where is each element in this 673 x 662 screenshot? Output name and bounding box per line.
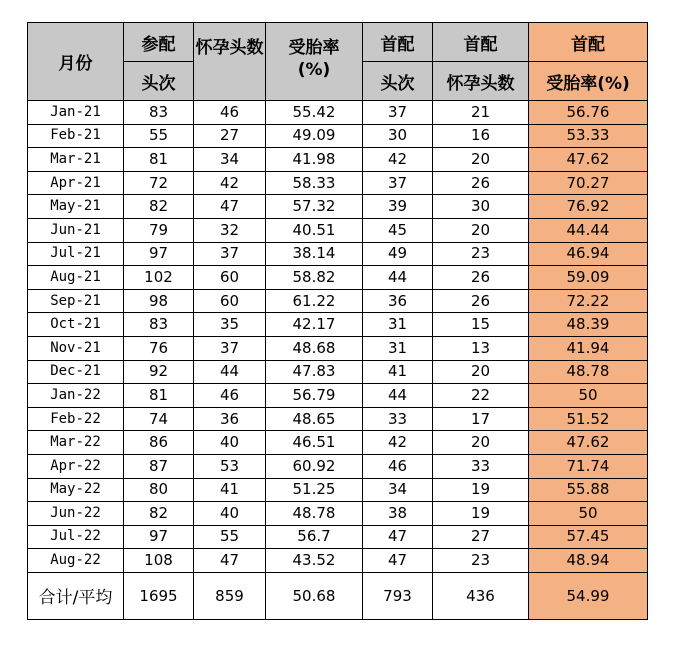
- cell-first-mating: 33: [363, 407, 433, 431]
- cell-first-mating: 44: [363, 266, 433, 290]
- cell-month: Oct-21: [28, 313, 124, 337]
- header-mating-top: 参配: [124, 23, 194, 62]
- cell-month: Jan-21: [28, 101, 124, 125]
- cell-first-conception-rate: 48.78: [529, 360, 648, 384]
- cell-mating: 72: [124, 171, 194, 195]
- table-row: [28, 478, 648, 502]
- cell-preg-count: 35: [194, 313, 266, 337]
- header-first-rate-top: 首配: [529, 23, 648, 62]
- cell-preg-count: 44: [194, 360, 266, 384]
- cell-first-preg-count: 16: [433, 124, 529, 148]
- cell-month: Jun-22: [28, 502, 124, 526]
- cell-mating: 97: [124, 242, 194, 266]
- cell-first-conception-rate: 47.62: [529, 148, 648, 172]
- cell-first-mating: 42: [363, 148, 433, 172]
- cell-first-conception-rate: 72.22: [529, 289, 648, 313]
- cell-first-preg-count: 20: [433, 218, 529, 242]
- table-row: [28, 407, 648, 431]
- cell-mating: 80: [124, 478, 194, 502]
- cell-first-conception-rate: 48.94: [529, 549, 648, 573]
- table-row: [28, 336, 648, 360]
- header-first-preg-top: 首配: [433, 23, 529, 62]
- cell-first-preg-count: 23: [433, 549, 529, 573]
- cell-first-mating: 31: [363, 313, 433, 337]
- cell-mating: 79: [124, 218, 194, 242]
- cell-month: Feb-22: [28, 407, 124, 431]
- cell-conception-rate: 60.92: [266, 454, 363, 478]
- cell-conception-rate: 49.09: [266, 124, 363, 148]
- table-row: [28, 171, 648, 195]
- total-first-preg: 436: [433, 572, 529, 619]
- cell-first-mating: 34: [363, 478, 433, 502]
- header-month: 月份: [28, 23, 124, 101]
- cell-preg-count: 47: [194, 549, 266, 573]
- header-first-top: 首配: [363, 23, 433, 62]
- cell-preg-count: 36: [194, 407, 266, 431]
- cell-mating: 87: [124, 454, 194, 478]
- cell-mating: 76: [124, 336, 194, 360]
- table-row: [28, 148, 648, 172]
- table-row: [28, 360, 648, 384]
- cell-first-conception-rate: 56.76: [529, 101, 648, 125]
- cell-first-mating: 47: [363, 525, 433, 549]
- table-row: [28, 313, 648, 337]
- cell-conception-rate: 43.52: [266, 549, 363, 573]
- cell-first-conception-rate: 76.92: [529, 195, 648, 219]
- cell-preg-count: 37: [194, 336, 266, 360]
- cell-preg-count: 60: [194, 289, 266, 313]
- cell-mating: 55: [124, 124, 194, 148]
- cell-preg-count: 40: [194, 502, 266, 526]
- table-row: [28, 431, 648, 455]
- cell-first-mating: 31: [363, 336, 433, 360]
- cell-first-preg-count: 26: [433, 171, 529, 195]
- cell-conception-rate: 57.32: [266, 195, 363, 219]
- cell-month: Nov-21: [28, 336, 124, 360]
- cell-first-mating: 36: [363, 289, 433, 313]
- total-label: 合计/平均: [28, 572, 124, 619]
- header-preg-count-text: 怀孕头数: [195, 38, 264, 58]
- cell-conception-rate: 46.51: [266, 431, 363, 455]
- total-rate: 50.68: [266, 572, 363, 619]
- cell-month: May-21: [28, 195, 124, 219]
- total-mating: 1695: [124, 572, 194, 619]
- cell-preg-count: 46: [194, 101, 266, 125]
- cell-preg-count: 60: [194, 266, 266, 290]
- cell-conception-rate: 41.98: [266, 148, 363, 172]
- total-preg: 859: [194, 572, 266, 619]
- header-mating-bottom: 头次: [124, 62, 194, 101]
- cell-first-preg-count: 30: [433, 195, 529, 219]
- cell-mating: 102: [124, 266, 194, 290]
- table-row: [28, 124, 648, 148]
- cell-conception-rate: 58.82: [266, 266, 363, 290]
- cell-first-preg-count: 27: [433, 525, 529, 549]
- cell-first-preg-count: 23: [433, 242, 529, 266]
- table-footer: [28, 572, 648, 619]
- cell-conception-rate: 38.14: [266, 242, 363, 266]
- cell-month: Aug-22: [28, 549, 124, 573]
- cell-conception-rate: 47.83: [266, 360, 363, 384]
- cell-month: Mar-22: [28, 431, 124, 455]
- cell-month: Mar-21: [28, 148, 124, 172]
- cell-first-preg-count: 19: [433, 478, 529, 502]
- cell-preg-count: 46: [194, 384, 266, 408]
- cell-first-mating: 38: [363, 502, 433, 526]
- cell-mating: 82: [124, 502, 194, 526]
- cell-conception-rate: 55.42: [266, 101, 363, 125]
- cell-first-mating: 37: [363, 171, 433, 195]
- cell-preg-count: 32: [194, 218, 266, 242]
- cell-first-preg-count: 15: [433, 313, 529, 337]
- cell-conception-rate: 48.78: [266, 502, 363, 526]
- cell-first-mating: 37: [363, 101, 433, 125]
- cell-first-mating: 47: [363, 549, 433, 573]
- total-first-rate: 54.99: [529, 572, 648, 619]
- cell-first-conception-rate: 51.52: [529, 407, 648, 431]
- cell-mating: 98: [124, 289, 194, 313]
- table-row: [28, 502, 648, 526]
- cell-conception-rate: 56.7: [266, 525, 363, 549]
- table-row: [28, 101, 648, 125]
- table-row: [28, 384, 648, 408]
- table-row: [28, 218, 648, 242]
- table-row: [28, 266, 648, 290]
- cell-mating: 81: [124, 384, 194, 408]
- table-row: [28, 525, 648, 549]
- table-row: [28, 289, 648, 313]
- cell-conception-rate: 51.25: [266, 478, 363, 502]
- cell-first-preg-count: 20: [433, 148, 529, 172]
- cell-first-conception-rate: 46.94: [529, 242, 648, 266]
- cell-first-preg-count: 33: [433, 454, 529, 478]
- cell-conception-rate: 48.68: [266, 336, 363, 360]
- cell-preg-count: 47: [194, 195, 266, 219]
- cell-first-conception-rate: 59.09: [529, 266, 648, 290]
- cell-month: Dec-21: [28, 360, 124, 384]
- cell-month: Sep-21: [28, 289, 124, 313]
- cell-conception-rate: 56.79: [266, 384, 363, 408]
- cell-conception-rate: 42.17: [266, 313, 363, 337]
- cell-preg-count: 37: [194, 242, 266, 266]
- cell-month: Jun-21: [28, 218, 124, 242]
- cell-mating: 86: [124, 431, 194, 455]
- total-row: [28, 572, 648, 619]
- cell-first-mating: 41: [363, 360, 433, 384]
- cell-first-preg-count: 13: [433, 336, 529, 360]
- total-first: 793: [363, 572, 433, 619]
- cell-mating: 74: [124, 407, 194, 431]
- cell-preg-count: 42: [194, 171, 266, 195]
- cell-first-preg-count: 19: [433, 502, 529, 526]
- cell-conception-rate: 40.51: [266, 218, 363, 242]
- cell-preg-count: 40: [194, 431, 266, 455]
- cell-first-conception-rate: 70.27: [529, 171, 648, 195]
- cell-first-conception-rate: 50: [529, 384, 648, 408]
- cell-first-conception-rate: 57.45: [529, 525, 648, 549]
- cell-first-conception-rate: 48.39: [529, 313, 648, 337]
- cell-preg-count: 41: [194, 478, 266, 502]
- cell-preg-count: 55: [194, 525, 266, 549]
- cell-mating: 97: [124, 525, 194, 549]
- cell-first-conception-rate: 50: [529, 502, 648, 526]
- cell-first-mating: 44: [363, 384, 433, 408]
- cell-first-preg-count: 21: [433, 101, 529, 125]
- cell-month: Apr-21: [28, 171, 124, 195]
- header-preg-count: [194, 23, 266, 101]
- header-conception-rate: [266, 23, 363, 101]
- table-row: [28, 454, 648, 478]
- cell-first-mating: 42: [363, 431, 433, 455]
- data-table: [27, 22, 648, 620]
- cell-first-conception-rate: 53.33: [529, 124, 648, 148]
- cell-month: Apr-22: [28, 454, 124, 478]
- cell-preg-count: 34: [194, 148, 266, 172]
- header-first-rate-bottom: 受胎率(%): [529, 62, 648, 101]
- cell-first-preg-count: 26: [433, 266, 529, 290]
- cell-conception-rate: 48.65: [266, 407, 363, 431]
- cell-month: Jul-22: [28, 525, 124, 549]
- cell-preg-count: 53: [194, 454, 266, 478]
- table-row: [28, 195, 648, 219]
- cell-mating: 82: [124, 195, 194, 219]
- cell-first-conception-rate: 44.44: [529, 218, 648, 242]
- cell-preg-count: 27: [194, 124, 266, 148]
- cell-first-mating: 46: [363, 454, 433, 478]
- cell-first-mating: 39: [363, 195, 433, 219]
- header-conception-rate-text: 受胎率(%): [288, 38, 340, 80]
- cell-month: Jan-22: [28, 384, 124, 408]
- cell-month: Aug-21: [28, 266, 124, 290]
- cell-conception-rate: 61.22: [266, 289, 363, 313]
- table-row: [28, 549, 648, 573]
- cell-first-conception-rate: 47.62: [529, 431, 648, 455]
- cell-first-mating: 49: [363, 242, 433, 266]
- cell-mating: 81: [124, 148, 194, 172]
- cell-first-preg-count: 17: [433, 407, 529, 431]
- cell-month: Feb-21: [28, 124, 124, 148]
- cell-month: May-22: [28, 478, 124, 502]
- table-row: [28, 242, 648, 266]
- cell-first-preg-count: 26: [433, 289, 529, 313]
- header-first-preg-bottom: 怀孕头数: [433, 62, 529, 101]
- cell-mating: 83: [124, 101, 194, 125]
- cell-mating: 83: [124, 313, 194, 337]
- cell-mating: 108: [124, 549, 194, 573]
- cell-first-conception-rate: 55.88: [529, 478, 648, 502]
- cell-first-preg-count: 20: [433, 360, 529, 384]
- cell-first-mating: 45: [363, 218, 433, 242]
- cell-month: Jul-21: [28, 242, 124, 266]
- cell-first-conception-rate: 41.94: [529, 336, 648, 360]
- cell-first-preg-count: 20: [433, 431, 529, 455]
- cell-first-preg-count: 22: [433, 384, 529, 408]
- header-first-bottom: 头次: [363, 62, 433, 101]
- cell-first-mating: 30: [363, 124, 433, 148]
- cell-conception-rate: 58.33: [266, 171, 363, 195]
- cell-first-conception-rate: 71.74: [529, 454, 648, 478]
- table-header: [28, 23, 648, 101]
- table-body: [28, 101, 648, 573]
- cell-mating: 92: [124, 360, 194, 384]
